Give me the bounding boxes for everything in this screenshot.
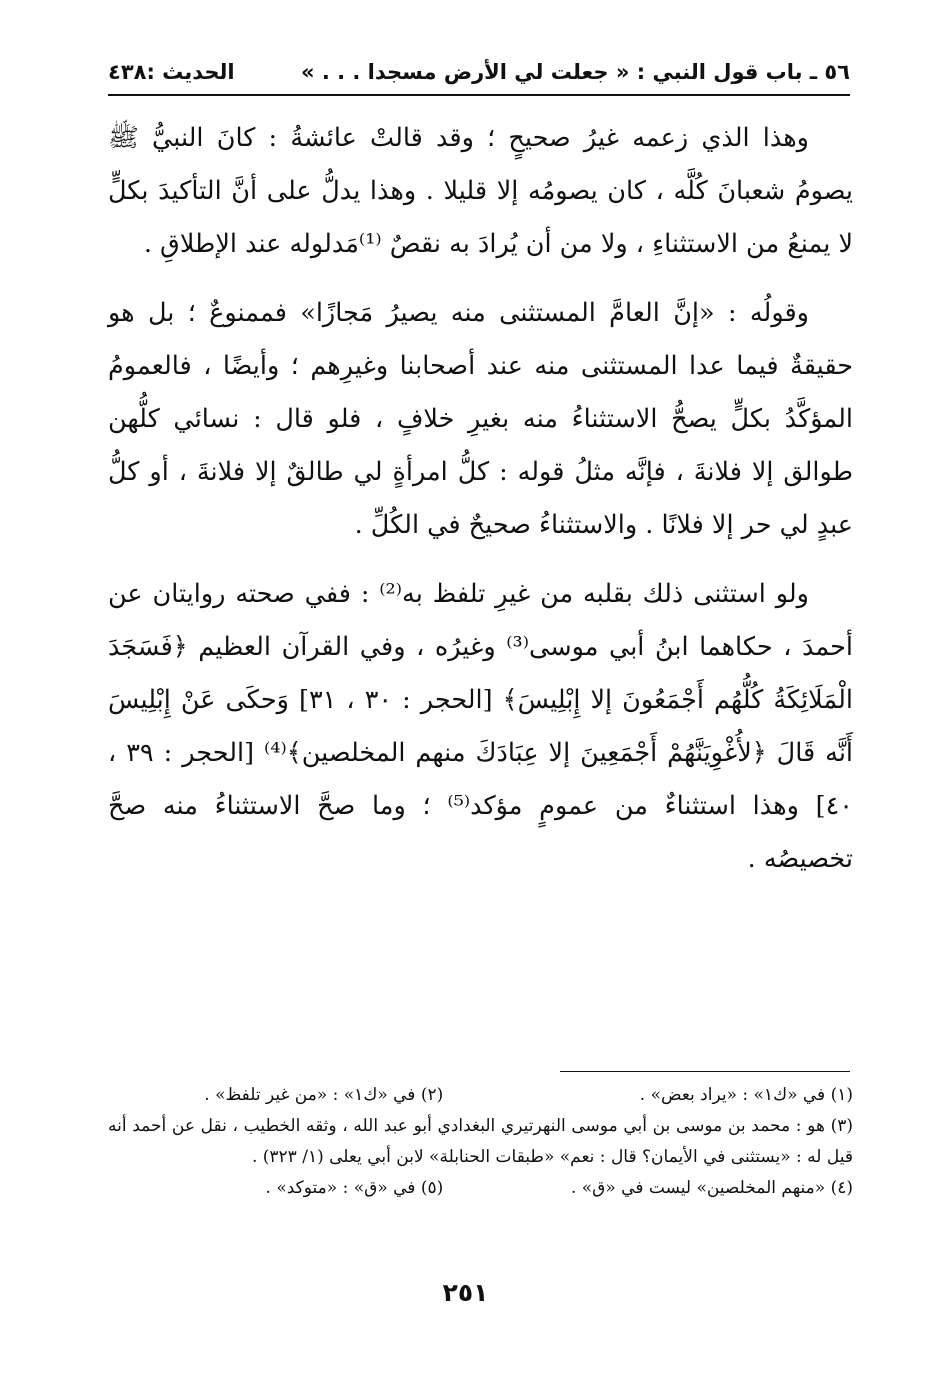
- footnote-3: (٣) هو : محمد بن موسى بن أبي موسى النهرتيري البغدادي أبو عبد الله ، وثقه الخطيب ، نقل عن أحمد أنه قيل له : «يستثنى في الأيمان؟ قال : نعم» «طبقات الحنابلة» لابن أبي يعلى (١/ ٣٢٣) .: [108, 1116, 853, 1167]
- footnotes: [108, 1080, 853, 1204]
- footnote-row: [108, 1080, 853, 1111]
- footnote-separator: [560, 1071, 850, 1072]
- chapter-title: ٥٦ ـ باب قول النبي : « جعلت لي الأرض مسجدا . . . »: [300, 60, 850, 84]
- running-header: [108, 58, 850, 96]
- hadith-number: الحديث :٤٣٨: [108, 60, 235, 84]
- main-text: [108, 112, 853, 886]
- footnote-5: (٥) في «ق» : «متوكد» .: [265, 1178, 444, 1198]
- footnote-row: [108, 1173, 853, 1204]
- footnote-4: (٤) «منهم المخلصين» ليست في «ق» .: [570, 1178, 853, 1198]
- footnote-1: (١) في «ك١» : «يراد بعض» .: [639, 1085, 853, 1105]
- paragraph: وهذا الذي زعمه غيرُ صحيحٍ ؛ وقد قالتْ عائشةُ : كانَ النبيُّ ﷺ يصومُ شعبانَ كُلَّه ، كان يصومُه إلا قليلا . وهذا يدلُّ على أنَّ التأكيدَ بكلٍّ لا يمنعُ من الاستثناءِ ، ولا من أن يُرادَ به نقصٌ ⁽¹⁾مَدلوله عند الإطلاقِ .: [108, 123, 853, 259]
- page-number: ٢٥١: [442, 1278, 489, 1307]
- footnote-2: (٢) في «ك١» : «من غير تلفظ» .: [204, 1085, 444, 1105]
- paragraph: وقولُه : «إنَّ العامَّ المستثنى منه يصيرُ مَجازًا» فممنوعٌ ؛ بل هو حقيقةٌ فيما عدا المستثنى منه عند أصحابنا وغيرِهم ؛ وأيضًا ، فالعمومُ المؤكَّدُ بكلٍّ يصحُّ الاستثناءُ منه بغيرِ خلافٍ ، فلو قال : نسائي كلُّهن طوالق إلا فلانةَ ، فإنَّه مثلُ قوله : كلُّ امرأةٍ لي طالقٌ إلا فلانةَ ، أو كلُّ عبدٍ لي حر إلا فلانًا . والاستثناءُ صحيحٌ في الكُلِّ .: [108, 298, 853, 540]
- paragraph: ولو استثنى ذلك بقلبه من غيرِ تلفظ به⁽²⁾ : ففي صحته روايتان عن أحمدَ ، حكاهما ابنُ أبي موسى⁽³⁾ وغيرُه ، وفي القرآن العظيم ﴿فَسَجَدَ الْمَلَائِكَةُ كُلُّهُم أَجْمَعُونَ إلا إِبْلِيسَ﴾ [الحجر : ٣٠ ، ٣١] وَحكَى عَنْ إِبْلِيسَ أَنَّه قَالَ ﴿لأُغْوِيَنَّهُمْ أَجْمَعِينَ إلا عِبَادَكَ منهم المخلصين﴾⁽⁴⁾ [الحجر : ٣٩ ، ٤٠] وهذا استثناءٌ من عمومٍ مؤكد⁽⁵⁾ ؛ وما صحَّ الاستثناءُ منه صحَّ تخصيصُه .: [108, 579, 853, 874]
